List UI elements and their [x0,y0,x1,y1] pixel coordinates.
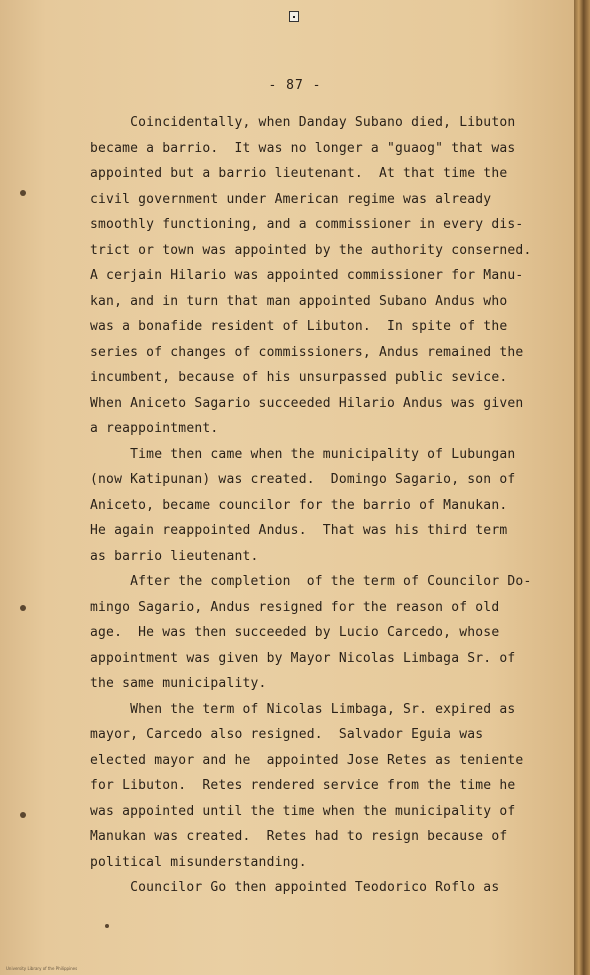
page-number: - 87 - [268,78,322,93]
text-line: He again reappointed Andus. That was his third term [90,523,508,538]
text-line: When Aniceto Sagario succeeded Hilario Andus was given [90,395,524,411]
ink-spot-icon [105,924,109,928]
text-line: became a barrio. It was no longer a "guaog" that was [90,140,516,156]
text-line: smoothly functioning, and a commissioner in every dis- [90,217,524,232]
binding-hole-icon [20,605,26,611]
text-line: trict or town was appointed by the authority conserned. [90,242,532,258]
text-line: appointment was given by Mayor Nicolas Limbaga Sr. of [90,650,516,666]
text-line: incumbent, because of his unsurpassed public sevice. [90,370,508,385]
text-line: political misunderstanding. [90,854,307,870]
text-line: the same municipality. [90,676,267,691]
text-line: age. He was then succeeded by Lucio Carcedo, whose [90,625,500,640]
text-line: Manukan was created. Retes had to resign because of [90,829,508,844]
body-text [90,110,532,901]
text-line: for Libuton. Retes rendered service from the time he [90,778,516,793]
text-line: A cerjain Hilario was appointed commissioner for Manu- [90,268,524,283]
text-line: When the term of Nicolas Limbaga, Sr. expired as [90,701,516,717]
text-line: Aniceto, became councilor for the barrio of Manukan. [90,497,508,513]
page-edge [574,0,590,975]
text-line: was a bonafide resident of Libuton. In spite of the [90,319,508,334]
text-line: as barrio lieutenant. [90,548,259,564]
page-marker-icon [289,11,299,22]
binding-hole-icon [20,812,26,818]
text-line: civil government under American regime was already [90,191,492,207]
text-line: kan, and in turn that man appointed Subano Andus who [90,293,508,309]
text-line: (now Katipunan) was created. Domingo Sagario, son of [90,472,516,487]
text-line: Time then came when the municipality of Lubungan [90,446,516,462]
binding-hole-icon [20,190,26,196]
text-line: elected mayor and he appointed Jose Retes as teniente [90,752,524,768]
text-line: Councilor Go then appointed Teodorico Roflo as [90,880,500,895]
text-line: Coincidentally, when Danday Subano died, Libuton [90,115,516,130]
text-line: appointed but a barrio lieutenant. At that time the [90,166,508,181]
text-line: was appointed until the time when the municipality of [90,803,516,819]
text-line: a reappointment. [90,421,219,436]
text-line: After the completion of the term of Councilor Do- [90,574,532,589]
text-line: mingo Sagario, Andus resigned for the reason of old [90,599,500,615]
footer-note: University Library of the Philippines [6,966,78,971]
text-line: mayor, Carcedo also resigned. Salvador Eguia was [90,727,484,742]
text-line: series of changes of commissioners, Andus remained the [90,344,524,360]
